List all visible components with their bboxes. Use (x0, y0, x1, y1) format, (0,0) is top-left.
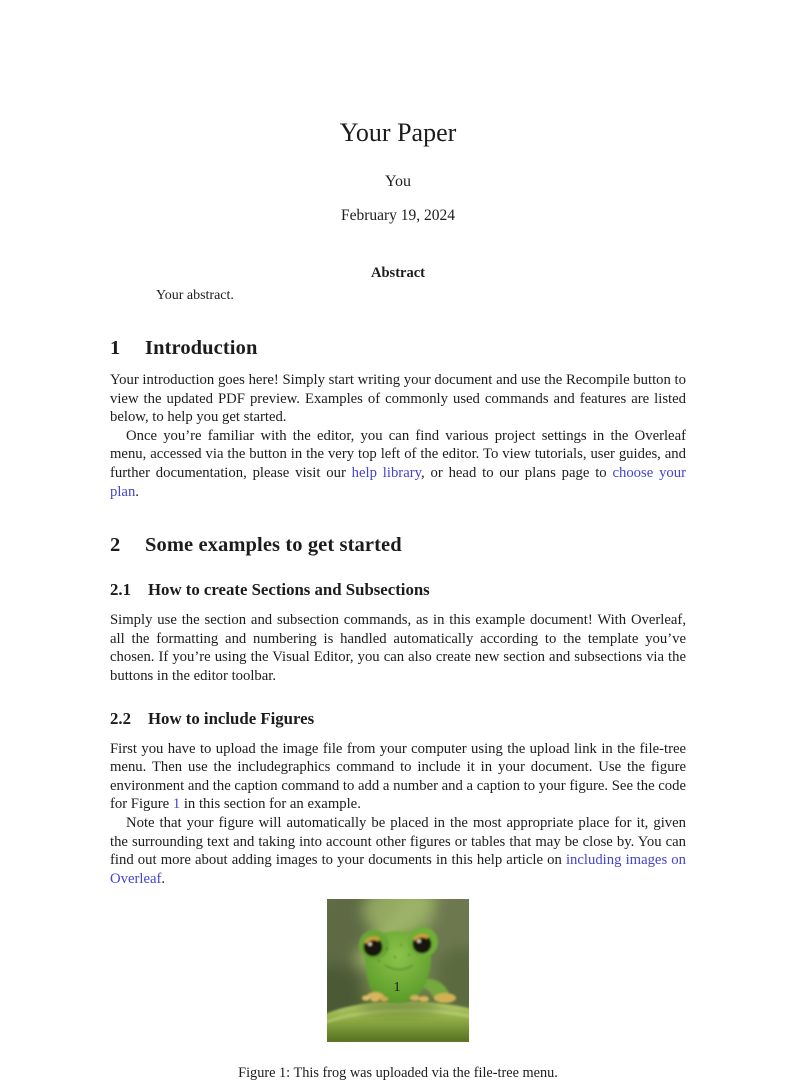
figures-paragraph-1 (110, 740, 686, 814)
help-library-link[interactable]: help library (351, 464, 421, 481)
figures-paragraph-2 (110, 814, 686, 888)
frog-photo-svg (327, 899, 469, 1042)
intro-p2-text-1: Once you’re familiar with the editor, you can find various project settings in the Overleaf menu, accessed via the button in the very top left of the editor. To view tutorials, user guides, and further documentation, please visit our (110, 427, 686, 481)
sections-paragraph: Simply use the section and subsection commands, as in this example document! With Overleaf, all the formatting and numbering is handled automatically according to the template you’ve chosen. If you’re using the Visual Editor, you can also create new section and subsections via the buttons in the editor toolbar. (110, 612, 686, 684)
subsection-2-1-heading (110, 580, 686, 600)
subsection-2-2-heading (110, 709, 686, 729)
intro-paragraph-2 (110, 427, 686, 501)
figures-p1-text-2: in this section for an example. (180, 796, 361, 813)
figures-p2-text-2: . (161, 870, 166, 887)
subsection-2-2-number: 2.2 (110, 708, 131, 728)
figure-1-ref-link[interactable]: 1 (172, 796, 181, 813)
figures-p1-text-1: First you have to upload the image file from your computer using the upload link in the file-tree menu. Then use the includegraphics command to include it in your document. Use the figure environment and the caption command to add a number and a caption to your figure. See the code for Figure (110, 740, 686, 813)
paper-title: Your Paper (339, 118, 457, 147)
document-content (110, 0, 686, 1082)
subsection-2-1-title: How to create Sections and Subsections (148, 580, 430, 600)
paper-date: February 19, 2024 (340, 207, 456, 224)
section-1-heading (110, 337, 686, 360)
section-2-heading (110, 534, 686, 557)
intro-p2-text-2: , or head to our plans page to (421, 464, 613, 481)
including-images-on-overleaf-link[interactable]: including images on Overleaf (110, 852, 686, 887)
figure-1 (110, 899, 686, 1047)
paper-author: You (385, 173, 411, 190)
page-number: 1 (393, 980, 401, 995)
subsection-2-1-number: 2.1 (110, 580, 131, 600)
section-2-title: Some examples to get started (145, 534, 402, 557)
section-1-number: 1 (110, 337, 121, 359)
frog-photo (327, 899, 469, 1042)
intro-p2-text-3: . (135, 483, 139, 500)
subsection-2-2-title: How to include Figures (148, 708, 315, 728)
section-2-number: 2 (110, 534, 121, 557)
intro-paragraph-1: Your introduction goes here! Simply start writing your document and use the Recompile button to view the updated PDF preview. Examples of commonly used commands and features are listed below, to help you get started. (110, 372, 686, 426)
figures-p2-text-1: Note that your figure will automatically be placed in the most appropriate place for it, given the surrounding text and taking into account other figures or tables that may be close by. You can find out more about adding images to your documents in this help article on (110, 814, 686, 869)
abstract-text: Your abstract. (156, 288, 234, 303)
abstract-heading: Abstract (371, 265, 425, 281)
section-1-title: Introduction (145, 337, 258, 359)
figure-1-caption: Figure 1: This frog was uploaded via the file-tree menu. (238, 1065, 558, 1082)
choose-your-plan-link[interactable]: choose your plan (110, 464, 687, 500)
